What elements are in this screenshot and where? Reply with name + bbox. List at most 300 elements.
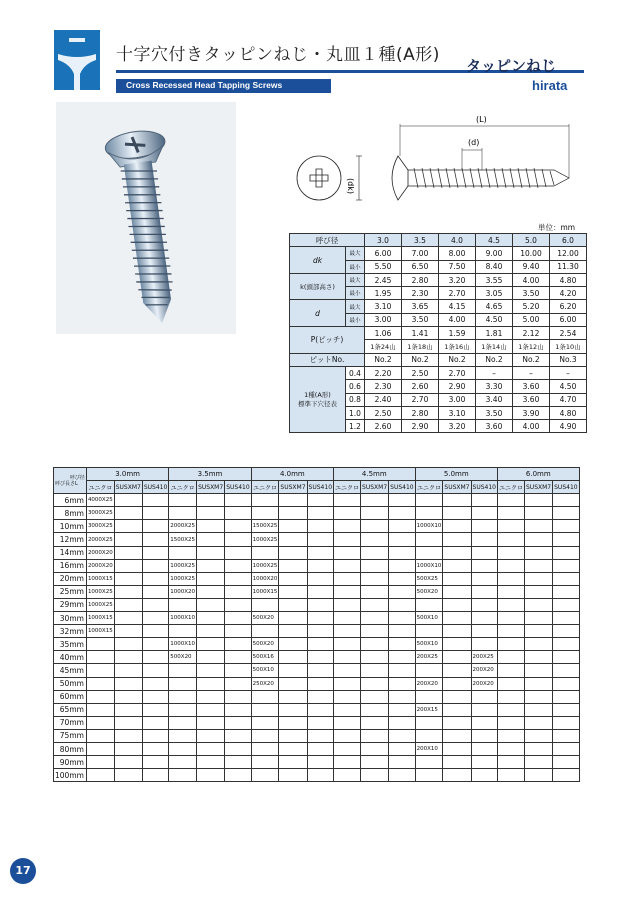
cell: 9.40 xyxy=(513,260,550,273)
qty-cell xyxy=(443,612,471,625)
size-header: 5.0mm xyxy=(415,468,497,481)
qty-cell: 1000X25 xyxy=(169,572,197,585)
qty-cell xyxy=(307,769,333,782)
qty-cell: 200X25 xyxy=(415,651,443,664)
qty-cell xyxy=(251,742,279,755)
qty-cell xyxy=(86,677,114,690)
qty-cell xyxy=(197,559,225,572)
material-header: SUS410 xyxy=(142,481,168,494)
qty-cell xyxy=(114,769,142,782)
qty-cell xyxy=(389,494,415,507)
qty-cell xyxy=(114,651,142,664)
qty-cell xyxy=(497,494,524,507)
qty-cell xyxy=(334,638,361,651)
cell: 6.00 xyxy=(365,247,402,260)
qty-cell xyxy=(334,742,361,755)
cell: 4.50 xyxy=(550,380,587,393)
qty-cell xyxy=(471,572,497,585)
qty-cell xyxy=(225,533,251,546)
qty-cell xyxy=(307,756,333,769)
qty-cell xyxy=(334,533,361,546)
qty-cell: 1000X10 xyxy=(169,612,197,625)
qty-cell xyxy=(443,533,471,546)
qty-cell: 1000X15 xyxy=(251,585,279,598)
qty-cell xyxy=(389,598,415,611)
spec-row-pitno xyxy=(290,353,587,366)
cell: 3.20 xyxy=(439,273,476,286)
qty-cell xyxy=(142,729,168,742)
length-row xyxy=(54,625,580,638)
size-header: 3.0 xyxy=(365,234,402,247)
qty-cell xyxy=(443,742,471,755)
qty-cell xyxy=(389,585,415,598)
qty-cell xyxy=(197,651,225,664)
qty-cell xyxy=(443,716,471,729)
qty-cell xyxy=(114,625,142,638)
qty-cell: 250X20 xyxy=(251,677,279,690)
qty-cell xyxy=(86,664,114,677)
qty-cell xyxy=(279,533,307,546)
qty-cell xyxy=(142,546,168,559)
qty-cell xyxy=(307,533,333,546)
qty-cell xyxy=(553,494,579,507)
qty-cell: 500X10 xyxy=(251,664,279,677)
brand-name: hirata xyxy=(532,78,568,93)
qty-cell xyxy=(553,756,579,769)
qty-cell xyxy=(471,625,497,638)
qty-cell xyxy=(307,677,333,690)
qty-cell: 1000X25 xyxy=(251,533,279,546)
qty-cell xyxy=(497,520,524,533)
qty-cell xyxy=(279,651,307,664)
material-header: ユニクロ xyxy=(169,481,197,494)
qty-cell: 1000X10 xyxy=(415,559,443,572)
qty-cell xyxy=(471,507,497,520)
qty-cell xyxy=(471,585,497,598)
qty-cell xyxy=(525,638,553,651)
label-d: (d) xyxy=(468,138,480,147)
cell: 2.20 xyxy=(365,366,402,379)
qty-cell xyxy=(389,612,415,625)
min-label: 最小 xyxy=(346,313,365,326)
qty-cell xyxy=(525,494,553,507)
cell: 4.00 xyxy=(513,273,550,286)
qty-cell xyxy=(197,612,225,625)
qty-cell xyxy=(443,625,471,638)
qty-cell xyxy=(553,742,579,755)
qty-cell xyxy=(169,625,197,638)
qty-cell xyxy=(525,690,553,703)
qty-cell xyxy=(525,598,553,611)
material-header: ユニクロ xyxy=(86,481,114,494)
qty-cell xyxy=(361,520,389,533)
spec-row-d-max xyxy=(290,300,587,313)
qty-cell xyxy=(389,729,415,742)
qty-cell xyxy=(142,756,168,769)
row-label-pitch: P(ピッチ) xyxy=(290,327,365,354)
qty-cell xyxy=(251,598,279,611)
avail-header-row xyxy=(54,468,580,481)
length-label: 75mm xyxy=(54,729,87,742)
qty-cell xyxy=(471,546,497,559)
qty-cell xyxy=(197,703,225,716)
qty-cell xyxy=(443,546,471,559)
cell: 4.65 xyxy=(476,300,513,313)
length-label: 29mm xyxy=(54,598,87,611)
spec-row-dk-max xyxy=(290,247,587,260)
material-header: SUS410 xyxy=(471,481,497,494)
qty-cell: 200X20 xyxy=(415,677,443,690)
max-label: 最大 xyxy=(346,300,365,313)
cell: 4.20 xyxy=(550,287,587,300)
size-header: 6.0 xyxy=(550,234,587,247)
qty-cell xyxy=(169,664,197,677)
size-header: 4.0 xyxy=(439,234,476,247)
qty-cell xyxy=(497,651,524,664)
qty-cell xyxy=(225,598,251,611)
cross-recess-icon xyxy=(310,169,328,187)
qty-cell xyxy=(471,638,497,651)
qty-cell xyxy=(279,494,307,507)
qty-cell xyxy=(114,572,142,585)
qty-cell xyxy=(169,690,197,703)
cell: 5.50 xyxy=(365,260,402,273)
qty-cell xyxy=(471,742,497,755)
qty-cell xyxy=(307,546,333,559)
qty-cell xyxy=(142,690,168,703)
qty-cell xyxy=(197,729,225,742)
qty-cell xyxy=(251,546,279,559)
qty-cell: 1000X25 xyxy=(86,585,114,598)
qty-cell xyxy=(525,729,553,742)
material-header: ユニクロ xyxy=(497,481,524,494)
qty-cell: 500X20 xyxy=(251,612,279,625)
qty-cell xyxy=(251,769,279,782)
qty-cell: 1000X20 xyxy=(251,572,279,585)
qty-cell: 200X25 xyxy=(471,651,497,664)
qty-cell xyxy=(443,651,471,664)
qty-cell: 3000X25 xyxy=(86,520,114,533)
qty-cell xyxy=(114,546,142,559)
qty-cell xyxy=(497,716,524,729)
qty-cell: 2000X20 xyxy=(86,559,114,572)
qty-cell xyxy=(553,651,579,664)
row-label-d: d xyxy=(290,300,346,327)
qty-cell xyxy=(415,546,443,559)
qty-cell xyxy=(361,533,389,546)
qty-cell xyxy=(471,716,497,729)
qty-cell xyxy=(443,677,471,690)
qty-cell xyxy=(307,651,333,664)
qty-cell xyxy=(142,625,168,638)
cell: 4.00 xyxy=(439,313,476,326)
qty-cell xyxy=(415,769,443,782)
size-header: 4.5mm xyxy=(334,468,416,481)
material-header: ユニクロ xyxy=(251,481,279,494)
qty-cell xyxy=(225,546,251,559)
qty-cell xyxy=(389,690,415,703)
qty-cell xyxy=(334,769,361,782)
length-row xyxy=(54,742,580,755)
qty-cell xyxy=(197,756,225,769)
qty-cell xyxy=(279,520,307,533)
qty-cell: 200X15 xyxy=(415,703,443,716)
max-label: 最大 xyxy=(346,247,365,260)
length-label: 30mm xyxy=(54,612,87,625)
cell: – xyxy=(476,366,513,379)
qty-cell xyxy=(525,546,553,559)
qty-cell xyxy=(415,690,443,703)
cell: – xyxy=(550,366,587,379)
qty-cell xyxy=(497,638,524,651)
cell: 7.50 xyxy=(439,260,476,273)
cell: 4.80 xyxy=(550,406,587,419)
material-header: SUS410 xyxy=(553,481,579,494)
category-logo xyxy=(54,30,100,90)
qty-cell xyxy=(553,533,579,546)
length-label: 45mm xyxy=(54,664,87,677)
qty-cell xyxy=(169,769,197,782)
qty-cell xyxy=(471,769,497,782)
thickness-cell: 1.0 xyxy=(346,406,365,419)
qty-cell xyxy=(525,742,553,755)
qty-cell xyxy=(307,612,333,625)
length-label: 90mm xyxy=(54,756,87,769)
qty-cell xyxy=(197,585,225,598)
qty-cell xyxy=(471,703,497,716)
min-label: 最小 xyxy=(346,287,365,300)
qty-cell xyxy=(389,507,415,520)
qty-cell xyxy=(114,559,142,572)
qty-cell: 1500X25 xyxy=(251,520,279,533)
qty-cell: 1000X25 xyxy=(169,559,197,572)
qty-cell xyxy=(497,742,524,755)
qty-cell xyxy=(497,769,524,782)
cell: 12.00 xyxy=(550,247,587,260)
length-row xyxy=(54,559,580,572)
length-row xyxy=(54,664,580,677)
qty-cell xyxy=(361,546,389,559)
qty-cell xyxy=(86,703,114,716)
qty-cell xyxy=(114,742,142,755)
length-label: 20mm xyxy=(54,572,87,585)
qty-cell xyxy=(307,494,333,507)
cell: 3.50 xyxy=(402,313,439,326)
qty-cell xyxy=(525,572,553,585)
qty-cell xyxy=(279,612,307,625)
qty-cell: 200X20 xyxy=(471,664,497,677)
qty-cell xyxy=(142,572,168,585)
qty-cell xyxy=(443,664,471,677)
qty-cell xyxy=(525,703,553,716)
qty-cell xyxy=(389,742,415,755)
length-row xyxy=(54,651,580,664)
qty-cell: 2000X25 xyxy=(86,533,114,546)
qty-cell xyxy=(553,598,579,611)
length-label: 16mm xyxy=(54,559,87,572)
qty-cell xyxy=(225,703,251,716)
qty-cell xyxy=(225,716,251,729)
qty-cell: 500X20 xyxy=(169,651,197,664)
cell: – xyxy=(513,366,550,379)
qty-cell xyxy=(114,533,142,546)
qty-cell xyxy=(279,703,307,716)
qty-cell xyxy=(361,559,389,572)
qty-cell xyxy=(389,546,415,559)
cell: 8.40 xyxy=(476,260,513,273)
cell: 2.80 xyxy=(402,406,439,419)
qty-cell: 500X10 xyxy=(415,612,443,625)
qty-cell xyxy=(553,507,579,520)
material-header: SUSXM7 xyxy=(114,481,142,494)
page-title: 十字穴付きタッピンねじ・丸皿１種(A形) xyxy=(116,45,440,65)
qty-cell xyxy=(389,572,415,585)
spec-corner: 呼び径 xyxy=(290,234,365,247)
qty-cell xyxy=(279,559,307,572)
qty-cell xyxy=(497,507,524,520)
qty-cell xyxy=(443,729,471,742)
spec-row-hole xyxy=(290,366,587,379)
qty-cell xyxy=(361,612,389,625)
product-photo xyxy=(56,102,236,334)
size-header: 3.5mm xyxy=(169,468,251,481)
qty-cell xyxy=(197,507,225,520)
cell: 2.45 xyxy=(365,273,402,286)
qty-cell xyxy=(361,572,389,585)
qty-cell: 1000X15 xyxy=(86,612,114,625)
qty-cell xyxy=(279,585,307,598)
cell: 3.00 xyxy=(365,313,402,326)
length-label: 8mm xyxy=(54,507,87,520)
qty-cell xyxy=(114,638,142,651)
material-header: SUSXM7 xyxy=(279,481,307,494)
cell: 2.30 xyxy=(365,380,402,393)
length-label: 50mm xyxy=(54,677,87,690)
qty-cell xyxy=(389,716,415,729)
qty-cell xyxy=(361,677,389,690)
qty-cell xyxy=(497,729,524,742)
length-label: 70mm xyxy=(54,716,87,729)
qty-cell xyxy=(334,612,361,625)
qty-cell xyxy=(334,598,361,611)
cell: 2.50 xyxy=(402,366,439,379)
material-header: ユニクロ xyxy=(415,481,443,494)
cell: 2.90 xyxy=(402,420,439,433)
cell: 3.90 xyxy=(513,406,550,419)
qty-cell xyxy=(553,769,579,782)
qty-cell xyxy=(142,612,168,625)
qty-cell xyxy=(389,533,415,546)
qty-cell xyxy=(142,520,168,533)
qty-cell xyxy=(415,507,443,520)
qty-cell xyxy=(307,585,333,598)
qty-cell xyxy=(553,559,579,572)
qty-cell xyxy=(114,598,142,611)
qty-cell xyxy=(443,690,471,703)
qty-cell xyxy=(251,507,279,520)
qty-cell xyxy=(142,651,168,664)
qty-cell xyxy=(497,533,524,546)
qty-cell xyxy=(307,742,333,755)
qty-cell xyxy=(497,690,524,703)
qty-cell xyxy=(225,638,251,651)
qty-cell xyxy=(114,729,142,742)
qty-cell xyxy=(142,703,168,716)
qty-cell: 500X20 xyxy=(251,638,279,651)
qty-cell xyxy=(169,716,197,729)
qty-cell xyxy=(553,690,579,703)
qty-cell xyxy=(169,507,197,520)
qty-cell xyxy=(553,546,579,559)
cell: 3.10 xyxy=(439,406,476,419)
length-label: 25mm xyxy=(54,585,87,598)
qty-cell xyxy=(307,729,333,742)
qty-cell: 500X16 xyxy=(251,651,279,664)
qty-cell xyxy=(114,716,142,729)
length-label: 65mm xyxy=(54,703,87,716)
qty-cell xyxy=(307,690,333,703)
cell: No.2 xyxy=(402,353,439,366)
qty-cell xyxy=(553,612,579,625)
qty-cell xyxy=(497,703,524,716)
label-dk: (dk) xyxy=(346,178,355,194)
length-row xyxy=(54,520,580,533)
qty-cell xyxy=(553,703,579,716)
material-header: SUSXM7 xyxy=(197,481,225,494)
cell: 3.60 xyxy=(513,393,550,406)
cell: 3.20 xyxy=(439,420,476,433)
qty-cell xyxy=(307,520,333,533)
qty-cell xyxy=(197,546,225,559)
qty-cell xyxy=(197,677,225,690)
cell: 1.95 xyxy=(365,287,402,300)
qty-cell xyxy=(334,664,361,677)
qty-cell xyxy=(334,559,361,572)
cell: 4.80 xyxy=(550,273,587,286)
cell: 4.70 xyxy=(550,393,587,406)
corner-bottom-label: 呼び長さL xyxy=(55,480,78,487)
qty-cell xyxy=(361,638,389,651)
length-label: 32mm xyxy=(54,625,87,638)
material-header: SUS410 xyxy=(225,481,251,494)
size-header: 4.0mm xyxy=(251,468,333,481)
qty-cell xyxy=(415,729,443,742)
qty-cell xyxy=(334,507,361,520)
thread-body xyxy=(408,168,569,188)
spec-table xyxy=(289,233,587,433)
qty-cell xyxy=(334,494,361,507)
qty-cell xyxy=(307,572,333,585)
qty-cell xyxy=(307,559,333,572)
qty-cell xyxy=(197,625,225,638)
qty-cell xyxy=(525,769,553,782)
qty-cell xyxy=(443,572,471,585)
material-header: SUSXM7 xyxy=(525,481,553,494)
qty-cell xyxy=(169,598,197,611)
qty-cell xyxy=(142,494,168,507)
qty-cell: 2000X20 xyxy=(86,546,114,559)
qty-cell: 1000X15 xyxy=(86,572,114,585)
qty-cell: 1000X20 xyxy=(169,585,197,598)
qty-cell xyxy=(471,533,497,546)
qty-cell xyxy=(334,651,361,664)
cell: 2.60 xyxy=(402,380,439,393)
spec-header-row xyxy=(290,234,587,247)
length-row xyxy=(54,756,580,769)
qty-cell xyxy=(443,507,471,520)
cell: 4.00 xyxy=(513,420,550,433)
cell: 2.60 xyxy=(365,420,402,433)
